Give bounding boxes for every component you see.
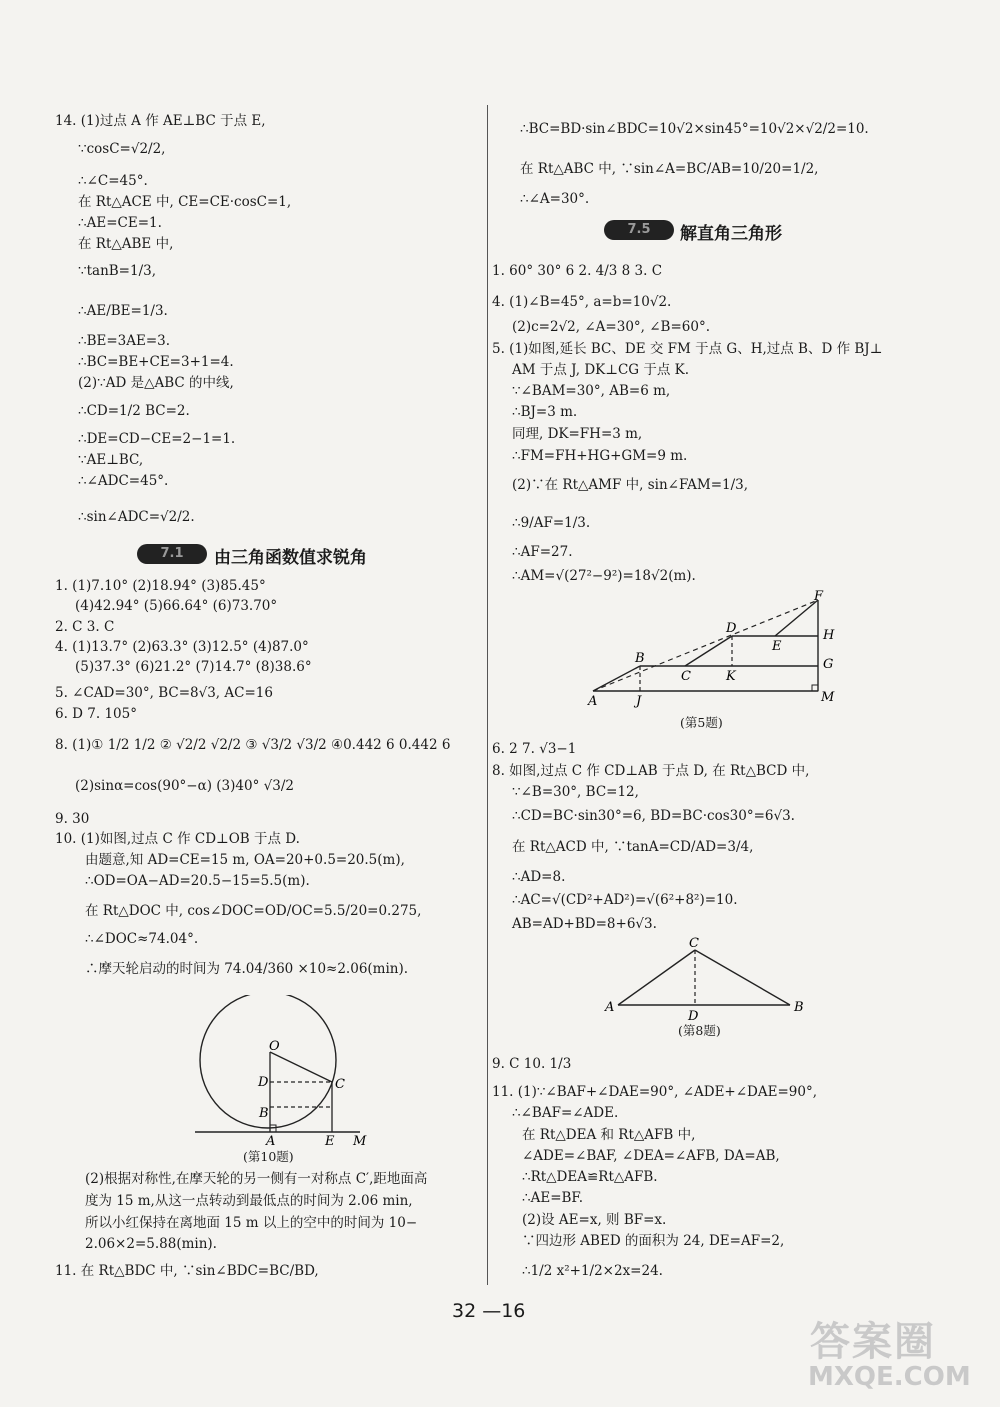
fig5-label: K	[726, 669, 736, 684]
answer-line: AB=AD+BD=8+6√3.	[512, 916, 657, 932]
fig5-label: M	[821, 690, 835, 705]
q14-line: (2)∵AD 是△ABC 的中线,	[78, 375, 234, 391]
q14-line: ∵AE⊥BC,	[78, 452, 144, 468]
answer-line: ∵四边形 ABED 的面积为 24, DE=AF=2,	[522, 1233, 785, 1249]
fig5-label: J	[636, 694, 642, 709]
answer-line: 6. 2 7. √3−1	[492, 741, 577, 757]
answer-line: (4)42.94° (5)66.64° (6)73.70°	[75, 598, 278, 614]
column-divider	[487, 105, 488, 1285]
answer-line: 在 Rt△ABC 中, ∵sin∠A=BC/AB=10/20=1/2,	[520, 161, 819, 177]
answer-line: 5. (1)如图,延长 BC、DE 交 FM 于点 G、H,过点 B、D 作 BJ⊥	[492, 341, 883, 357]
answer-line: ∴CD=BC·sin30°=6, BD=BC·cos30°=6√3.	[512, 808, 795, 824]
answer-line: 9. 30	[55, 811, 90, 827]
fig10-label: A	[266, 1134, 276, 1149]
q14-line: ∵cosC=√2/2,	[78, 141, 166, 157]
answer-line: ∴摩天轮启动的时间为 74.04/360 ×10≈2.06(min).	[85, 961, 409, 977]
answer-line: 10. (1)如图,过点 C 作 CD⊥OB 于点 D.	[55, 831, 300, 847]
answer-line: (2)∵在 Rt△AMF 中, sin∠FAM=1/3,	[512, 477, 749, 493]
q14-line: ∴BC=BE+CE=3+1=4.	[78, 354, 234, 370]
q14-line: ∴∠C=45°.	[78, 173, 148, 189]
answer-line: 2. C 3. C	[55, 619, 115, 635]
fig8-label: D	[688, 1009, 699, 1023]
fig5-label: G	[823, 657, 834, 672]
section-title-7-1: 由三角函数值求锐角	[214, 548, 367, 568]
answer-line: (2)根据对称性,在摩天轮的另一侧有一对称点 C′,距地面高	[85, 1171, 428, 1187]
answer-line: ∵∠B=30°, BC=12,	[512, 784, 639, 800]
fig8-label: A	[605, 1000, 615, 1015]
q14-line: 在 Rt△ABE 中,	[78, 236, 174, 252]
q14-line: ∴AE=CE=1.	[78, 215, 162, 231]
fig5-label: H	[823, 628, 835, 643]
answer-line: 4. (1)∠B=45°, a=b=10√2.	[492, 294, 672, 310]
fig8-label: B	[794, 1000, 804, 1015]
answer-line: 8. 如图,过点 C 作 CD⊥AB 于点 D, 在 Rt△BCD 中,	[492, 763, 810, 779]
answer-line: ∴1/2 x²+1/2×2x=24.	[522, 1263, 663, 1279]
q14-line: ∴CD=1/2 BC=2.	[78, 403, 190, 419]
q14-line: ∴DE=CD−CE=2−1=1.	[78, 431, 236, 447]
fig5-label: B	[635, 651, 645, 666]
answer-line: 9. C 10. 1/3	[492, 1056, 572, 1072]
answer-line: ∵∠BAM=30°, AB=6 m,	[512, 383, 671, 399]
fig5-label: A	[588, 694, 598, 709]
fig10-label: D	[258, 1075, 269, 1090]
answer-line: 8. (1)① 1/2 1/2 ② √2/2 √2/2 ③ √3/2 √3/2 ④0.442 6 0.442 6	[55, 737, 451, 753]
answer-line: ∴BJ=3 m.	[512, 404, 578, 420]
answer-line: 在 Rt△ACD 中, ∵tanA=CD/AD=3/4,	[512, 839, 754, 855]
answer-line: 由题意,知 AD=CE=15 m, OA=20+0.5=20.5(m),	[85, 852, 405, 868]
answer-line: 在 Rt△DOC 中, cos∠DOC=OD/OC=5.5/20=0.275,	[85, 903, 422, 919]
section-title-7-5: 解直角三角形	[680, 224, 782, 244]
watermark-logo: 答案圈	[810, 1319, 936, 1365]
fig10-label: E	[325, 1134, 335, 1149]
answer-line: ∴∠A=30°.	[520, 191, 590, 207]
answer-line: 1. 60° 30° 6 2. 4/3 8 3. C	[492, 263, 663, 279]
fig8-label: C	[689, 936, 699, 951]
q14-line: 在 Rt△ACE 中, CE=CE·cosC=1,	[78, 194, 292, 210]
figure-10	[190, 995, 380, 1150]
answer-line: (5)37.3° (6)21.2° (7)14.7° (8)38.6°	[75, 659, 312, 675]
figure-8	[600, 935, 815, 1023]
answer-line: ∴BC=BD·sin∠BDC=10√2×sin45°=10√2×√2/2=10.	[520, 121, 869, 137]
q14-line: ∴BE=3AE=3.	[78, 333, 171, 349]
fig5-label: C	[681, 669, 691, 684]
answer-line: ∴AD=8.	[512, 869, 566, 885]
answer-line: ∴∠DOC≈74.04°.	[85, 931, 199, 947]
fig5-label: E	[772, 639, 782, 654]
answer-line: 11. (1)∵∠BAF+∠DAE=90°, ∠ADE+∠DAE=90°,	[492, 1084, 818, 1100]
answer-line: 4. (1)13.7° (2)63.3° (3)12.5° (4)87.0°	[55, 639, 309, 655]
answer-line: ∴AC=√(CD²+AD²)=√(6²+8²)=10.	[512, 892, 738, 908]
q14-line: ∴sin∠ADC=√2/2.	[78, 509, 195, 525]
fig8-caption: (第8题)	[678, 1023, 721, 1038]
answer-line: ∴AE=BF.	[522, 1190, 583, 1206]
answer-line: (2)sinα=cos(90°−α) (3)40° √3/2	[75, 778, 294, 794]
answer-line: (2)c=2√2, ∠A=30°, ∠B=60°.	[512, 319, 711, 335]
answer-line: ∴Rt△DEA≌Rt△AFB.	[522, 1169, 658, 1185]
fig5-label: F	[814, 589, 824, 604]
q14-line: ∵tanB=1/3,	[78, 263, 157, 279]
answer-line: 度为 15 m,从这一点转动到最低点的时间为 2.06 min,	[85, 1193, 413, 1209]
answer-line: ∴9/AF=1/3.	[512, 515, 591, 531]
fig10-label: B	[259, 1106, 269, 1121]
q14-line: ∴∠ADC=45°.	[78, 473, 169, 489]
answer-line: ∴FM=FH+HG+GM=9 m.	[512, 448, 688, 464]
answer-line: 11. 在 Rt△BDC 中, ∵sin∠BDC=BC/BD,	[55, 1263, 319, 1279]
answer-line: 1. (1)7.10° (2)18.94° (3)85.45°	[55, 578, 266, 594]
answer-line: 同理, DK=FH=3 m,	[512, 426, 643, 442]
fig10-label: O	[269, 1039, 280, 1054]
answer-line: 2.06×2=5.88(min).	[85, 1236, 217, 1252]
fig10-caption: (第10题)	[243, 1149, 294, 1164]
answer-line: 6. D 7. 105°	[55, 706, 137, 722]
answer-line: 所以小红保持在离地面 15 m 以上的空中的时间为 10−	[85, 1215, 418, 1231]
answer-line: ∴∠BAF=∠ADE.	[512, 1105, 619, 1121]
section-badge-7-1: 7.1	[137, 544, 207, 564]
answer-line: AM 于点 J, DK⊥CG 于点 K.	[512, 362, 690, 378]
answer-line: 5. ∠CAD=30°, BC=8√3, AC=16	[55, 685, 273, 701]
figure-5	[585, 588, 845, 713]
page-number: 32 —16	[452, 1300, 526, 1322]
answer-line: 在 Rt△DEA 和 Rt△AFB 中,	[522, 1127, 696, 1143]
answer-line: ∴AM=√(27²−9²)=18√2(m).	[512, 568, 696, 584]
watermark-url: MXQE.COM	[808, 1362, 971, 1392]
section-badge-7-5: 7.5	[604, 220, 674, 240]
fig5-caption: (第5题)	[680, 715, 723, 730]
fig10-label: M	[353, 1134, 367, 1149]
q14-line: ∴AE/BE=1/3.	[78, 303, 168, 319]
answer-line: ∠ADE=∠BAF, ∠DEA=∠AFB, DA=AB,	[522, 1148, 780, 1164]
fig5-label: D	[726, 621, 737, 636]
answer-line: (2)设 AE=x, 则 BF=x.	[522, 1212, 667, 1228]
answer-line: ∴AF=27.	[512, 544, 573, 560]
fig10-label: C	[335, 1077, 345, 1092]
q14-line: 14. (1)过点 A 作 AE⊥BC 于点 E,	[55, 113, 266, 129]
answer-line: ∴OD=OA−AD=20.5−15=5.5(m).	[85, 873, 310, 889]
